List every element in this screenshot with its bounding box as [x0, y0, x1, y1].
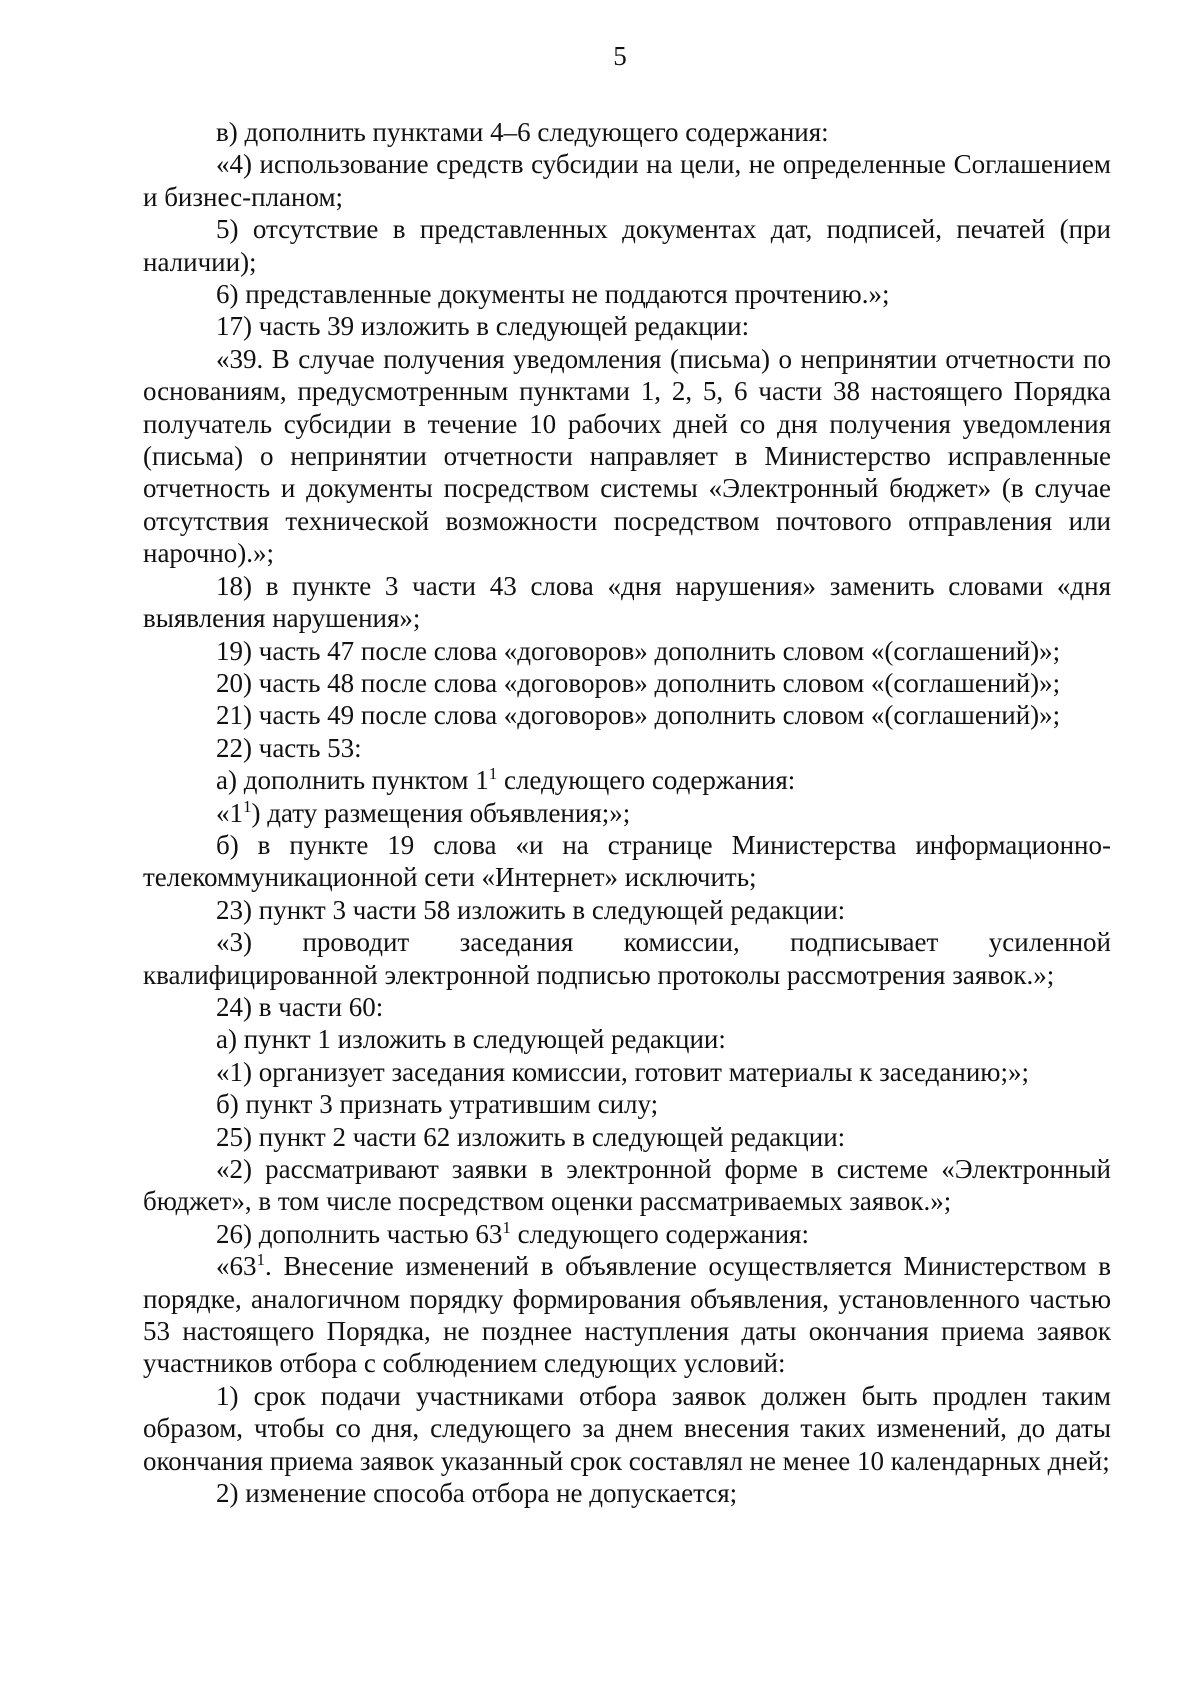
superscript: 1 [488, 764, 498, 784]
paragraph: 22) часть 53: [216, 732, 362, 763]
paragraph: 25) пункт 2 части 62 изложить в следующей редакции: [216, 1121, 846, 1152]
paragraph: «$63^1$. Внесение изменений в объявление осуществляется Министерством в порядке, аналогичном порядку формирования объявления, установленного частью 53 настоящего Порядка, не позднее наступления даты окончания приема заявок участников отбора с соблюдением следующих условий: [143, 1250, 1111, 1379]
page-number: 5 [613, 41, 627, 71]
paragraph: 19) часть 47 после слова «договоров» дополнить словом «(соглашений)»; [216, 635, 1061, 666]
superscript: 1 [243, 796, 252, 816]
paragraph: 23) пункт 3 части 58 изложить в следующей редакции: [216, 894, 846, 925]
paragraph: а) дополнить пунктом $1^1$ следующего содержания: [216, 764, 796, 796]
document-body [143, 116, 1111, 1509]
superscript: 1 [502, 1217, 511, 1237]
paragraph: 24) в части 60: [216, 991, 384, 1022]
paragraph: 17) часть 39 изложить в следующей редакции: [216, 311, 750, 342]
superscript: 1 [256, 1250, 265, 1270]
paragraph: 6) представленные документы не поддаются прочтению.»; [216, 279, 890, 310]
paragraph: «3) проводит заседания комиссии, подписывает усиленной квалифицированной электронной подписью протоколы рассмотрения заявок.»; [143, 927, 1111, 990]
paragraph: 5) отсутствие в представленных документах дат, подписей, печатей (при наличии); [143, 214, 1111, 277]
paragraph: б) в пункте 19 слова «и на странице Министерства информационно-телекоммуникационной сети «Интернет» исключить; [143, 829, 1111, 893]
paragraph: 26) дополнить частью $63^1$ следующего содержания: [216, 1217, 809, 1249]
paragraph: «2) рассматривают заявки в электронной форме в системе «Электронный бюджет», в том числе посредством оценки рассматриваемых заявок.»; [143, 1154, 1111, 1217]
paragraph: 2) изменение способа отбора не допускается; [216, 1478, 738, 1509]
paragraph: 1) срок подачи участниками отбора заявок должен быть продлен таким образом, чтобы со дня, следующего за днем внесения таких изменений, до даты окончания приема заявок указанный срок составлял не менее 10 календарных дней; [143, 1380, 1111, 1476]
paragraph: 21) часть 49 после слова «договоров» дополнить словом «(соглашений)»; [216, 700, 1061, 731]
paragraph: 20) часть 48 после слова «договоров» дополнить словом «(соглашений)»; [216, 667, 1061, 698]
paragraph: «1) организует заседания комиссии, готовит материалы к заседанию;»; [216, 1056, 1029, 1087]
paragraph: в) дополнить пунктами 4–6 следующего содержания: [216, 117, 829, 147]
paragraph: 18) в пункте 3 части 43 слова «дня нарушения» заменить словами «дня выявления нарушения»; [143, 570, 1111, 634]
paragraph: «$1^1$) дату размещения объявления;»; [216, 796, 631, 828]
paragraph: б) пункт 3 признать утратившим силу; [216, 1089, 659, 1120]
paragraph: «4) использование средств субсидии на цели, не определенные Соглашением и бизнес-планом; [143, 149, 1111, 212]
paragraph: «39. В случае получения уведомления (письма) о непринятии отчетности по основаниям, предусмотренным пунктами 1, 2, 5, 6 части 38 настоящего Порядка получатель субсидии в течение 10 рабочих дней со дня получения уведомления (письма) о непринятии отчетности направляет в Министерство исправленные отчетность и документы посредством системы «Электронный бюджет» (в случае отсутствия технической возможности посредством почтового отправления или нарочно).»; [143, 343, 1111, 569]
paragraph: а) пункт 1 изложить в следующей редакции: [216, 1024, 726, 1055]
